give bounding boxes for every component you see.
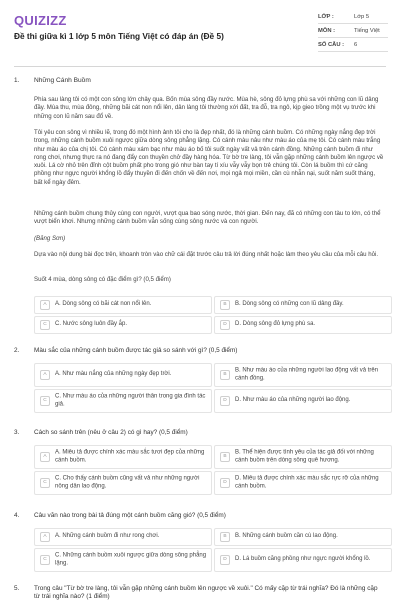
option-letter-badge: C (40, 478, 50, 488)
story-title: Những Cánh Buồm (34, 77, 91, 84)
option-letter-badge: C (40, 555, 50, 565)
option-text: C. Như màu áo của những người thân trong gia đình tác giả. (55, 393, 206, 407)
story-paragraph: Phía sau làng tôi có một con sông lớn chảy qua. Bốn mùa sông đầy nước. Mùa hè, sông đỏ lựng phù sa với những con lũ dâng đầy. Mùa thu, mùa đông, những bãi cát non nổi lên, dân làng tôi thường xới đất, tra đỗ, tra ngô, kịp gieo trồng một vụ trước khi những con lũ năm sau đổ về. (34, 96, 379, 120)
option-text: A. Như màu nắng của những ngày đẹp trời. (55, 371, 172, 378)
document-title: Đề thi giữa kì 1 lớp 5 môn Tiếng Việt có đáp án (Đề 5) (14, 31, 224, 41)
answer-option-d[interactable] (214, 389, 392, 413)
option-text: B. Những cánh buồm cần cù lao động. (235, 533, 338, 540)
option-text: D. Như màu áo của những người lao động. (235, 397, 351, 404)
option-letter-badge: B (220, 300, 230, 310)
answer-option-b[interactable] (214, 528, 392, 546)
header-divider (14, 66, 386, 67)
answer-option-c[interactable] (34, 548, 212, 572)
option-text: C. Cho thấy cánh buồm cũng vất vả như những người nông dân lao động. (55, 475, 200, 489)
question-text: Màu sắc của những cánh buồm được tác giả so sánh với gì? (0,5 điểm) (34, 347, 238, 354)
answer-option-c[interactable] (34, 471, 212, 495)
answer-option-d[interactable] (214, 548, 392, 572)
answer-option-d[interactable] (214, 316, 392, 334)
option-letter-badge: D (220, 320, 230, 330)
answer-option-a[interactable] (34, 363, 212, 387)
option-letter-badge: B (220, 452, 230, 462)
option-text: C. Những cánh buồm xuôi ngược giữa dòng sông phẳng lặng. (55, 552, 207, 566)
option-text: B. Dòng sông có những con lũ dâng đầy. (235, 301, 344, 308)
option-letter-badge: A (40, 300, 50, 310)
option-text: B. Như màu áo của những người lao động vất vả trên cánh đồng. (235, 367, 379, 381)
answer-option-d[interactable] (214, 471, 392, 495)
meta-row-grade (318, 10, 388, 24)
option-letter-badge: C (40, 396, 50, 406)
option-text: A. Dòng sông có bãi cát non nổi lên. (55, 301, 152, 308)
meta-table (318, 10, 388, 52)
question-number: 4. (14, 512, 20, 519)
option-letter-badge: D (220, 555, 230, 565)
option-letter-badge: A (40, 532, 50, 542)
option-text: D. Miêu tả được chính xác màu sắc rực rỡ của những cánh buồm. (235, 475, 379, 489)
meta-label: SỐ CÂU : (318, 38, 348, 52)
question-number: 1. (14, 77, 20, 84)
question-text: Suốt 4 mùa, dòng sông có đặc điểm gì? (0,5 điểm) (34, 276, 171, 283)
option-text: B. Thể hiện được tình yêu của tác giả đối với những cánh buồm trên dòng sông quê hương. (235, 449, 374, 463)
option-letter-badge: B (220, 532, 230, 542)
answer-option-c[interactable] (34, 316, 212, 334)
answer-option-c[interactable] (34, 389, 212, 413)
option-text: A. Những cánh buồm đi như rong chơi. (55, 533, 160, 540)
meta-label: LỚP : (318, 10, 348, 24)
option-letter-badge: A (40, 452, 50, 462)
answer-option-b[interactable] (214, 363, 392, 387)
story-paragraph: Những cánh buồm chung thủy cùng con người, vượt qua bao sóng nước, thời gian. Đến nay, đã có những con tàu to lớn, có thể vượt biển khơi. Nhưng những cánh buồm vẫn sống cùng sông nước và con người. (34, 210, 381, 226)
option-text: A. Miêu tả được chính xác màu sắc tươi đẹp của những cánh buồm. (55, 449, 205, 463)
worksheet-header (0, 0, 400, 66)
option-letter-badge: D (220, 396, 230, 406)
option-text: D. Lá buồm căng phồng như ngực người khổng lồ. (235, 556, 371, 563)
answer-option-b[interactable] (214, 445, 392, 469)
story-author: (Băng Sơn) (34, 235, 66, 242)
meta-value: 6 (348, 38, 388, 52)
option-letter-badge: D (220, 478, 230, 488)
option-letter-badge: B (220, 370, 230, 380)
question-text: Cách so sánh trên (nêu ở câu 2) có gì hay? (0,5 điểm) (34, 429, 188, 436)
question-number: 3. (14, 429, 20, 436)
answer-option-a[interactable] (34, 528, 212, 546)
option-text: C. Nước sông luôn đầy ắp. (55, 321, 127, 328)
option-letter-badge: C (40, 320, 50, 330)
meta-row-count (318, 38, 388, 52)
question-number: 5. (14, 585, 20, 592)
quizizz-logo: QUIZIZZ (14, 13, 67, 28)
question-text: Câu văn nào trong bài tả đúng một cánh buồm căng gió? (0,5 điểm) (34, 512, 226, 519)
meta-label: MÔN : (318, 24, 348, 38)
question-text: Trong câu "Từ bờ tre làng, tôi vẫn gặp những cánh buồm lên ngược về xuôi." Có mấy cặp từ trái nghĩa? Đó là những cặp từ trái nghĩa nào? (1 điểm) (34, 585, 378, 601)
instruction-text: Dựa vào nội dung bài đọc trên, khoanh tròn vào chữ cái đặt trước câu trả lời đúng nhất hoặc làm theo yêu cầu của mỗi câu hỏi. (34, 251, 379, 258)
story-paragraph: Tôi yêu con sông vì nhiều lẽ, trong đó một hình ảnh tôi cho là đẹp nhất, đó là những cánh buồm. Có những ngày nắng đẹp trời trong, những cánh buồm xuôi ngược giữa dòng sông phẳng lặng. Có cánh màu nâu như màu áo của mẹ tôi. Có cánh màu trắng như màu áo của chị tôi. Có cánh màu xám bạc như màu áo bố tôi suốt ngày vất vả trên cánh đồng. Những cánh buồm đi như rong chơi, nhưng thực ra nó đang đẩy con thuyền chở đầy hàng hóa. Từ bờ tre làng, tôi vẫn gặp những cánh buồm lên ngược về xuôi. Lá cờ nhỏ trên đỉnh cột buồm phất pho trong gió như bàn tay tí xíu vẫy vẫy bọn trẻ chúng tôi. Còn lá buồm thì cứ căng phồng như ngực người khổng lồ đẩy thuyền đi đến chốn về đến nơi, mọi ngả mọi miền, cần cù nhẫn nại, suốt năm suốt tháng, bất kể ngày đêm. (34, 129, 384, 186)
option-text: D. Dòng sông đỏ lựng phù sa. (235, 321, 316, 328)
question-number: 2. (14, 347, 20, 354)
answer-option-a[interactable] (34, 296, 212, 314)
option-letter-badge: A (40, 370, 50, 380)
meta-value: Tiếng Việt (348, 24, 388, 38)
meta-value: Lớp 5 (348, 10, 388, 24)
answer-option-b[interactable] (214, 296, 392, 314)
meta-row-subject (318, 24, 388, 38)
answer-option-a[interactable] (34, 445, 212, 469)
